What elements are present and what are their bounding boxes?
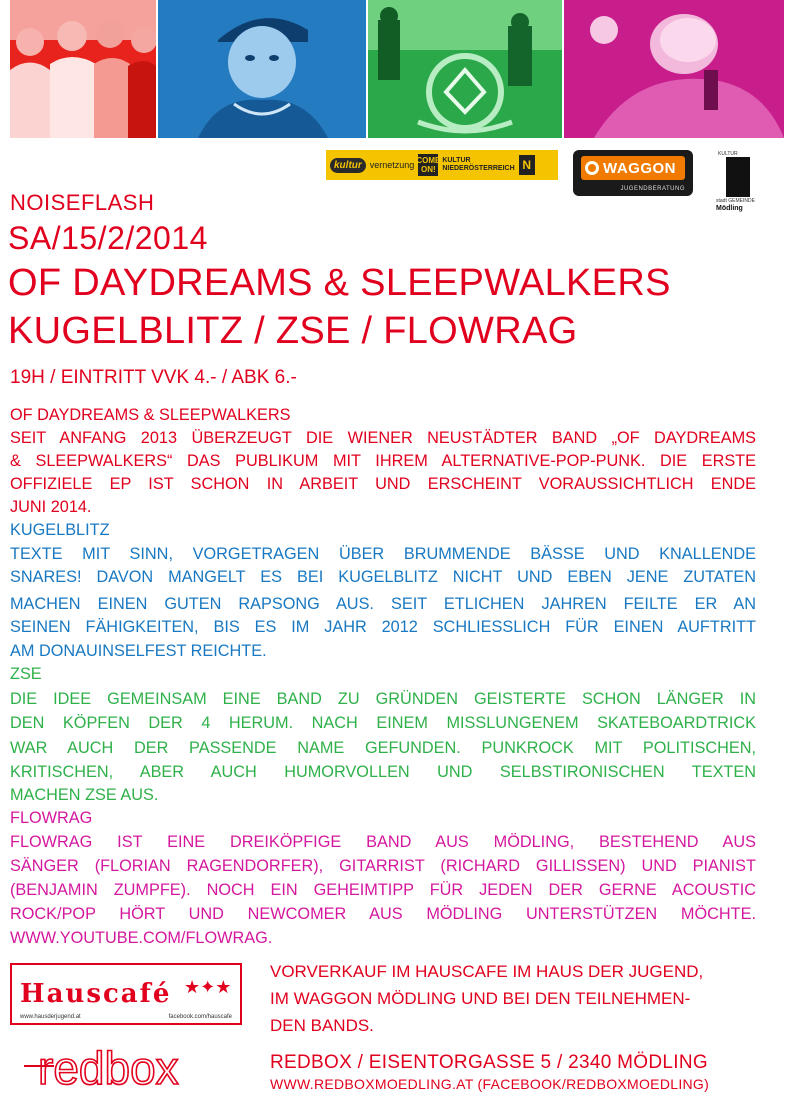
band-3-line: KRITISCHEN, ABER AUCH HUMORVOLLEN UND SELBSTIRONISCHEN TEXTEN xyxy=(10,763,756,781)
band-photo-flowrag xyxy=(564,0,784,138)
band-2-line: SNARES! DAVON MANGELT ES BEI KUGELBLITZ NICHT UND EBEN JENE ZUTATEN xyxy=(10,568,756,586)
redbox-logo xyxy=(20,1040,220,1096)
band-4-line: ROCK/POP HÖRT UND NEWCOMER AUS MÖDLING UNTERSTÜTZEN MÖCHTE. xyxy=(10,905,756,923)
coat-of-arms-icon xyxy=(726,157,750,197)
kultur-noe-text: KULTUR NIEDERÖSTERREICH xyxy=(442,157,515,172)
kultur-niederoesterreich-logo xyxy=(326,150,558,180)
stadtgemeinde-moedling-logo xyxy=(716,151,756,221)
band-3-line: DEN KÖPFEN DER 4 HERUM. NACH EINEM MISSLUNGENEM SKATEBOARDTRICK xyxy=(10,714,756,732)
redbox-wordmark: redbox xyxy=(38,1042,179,1094)
waggon-logo xyxy=(573,150,693,196)
band-photo-zse xyxy=(368,0,562,138)
band-photo-of-daydreams xyxy=(10,0,156,138)
hauscafe-wordmark: Hauscafé xyxy=(20,979,172,1009)
band-2-line: AM DONAUINSELFEST REICHTE. xyxy=(10,642,267,660)
waggon-ring-icon xyxy=(585,161,599,175)
band-photo-kugelblitz xyxy=(158,0,366,138)
noe-n-icon: N xyxy=(519,155,535,175)
waggon-name: WAGGON xyxy=(603,159,676,177)
hauscafe-web: www.hausderjugend.at xyxy=(20,1014,81,1020)
entry-info: 19H / EINTRITT VVK 4.- / ABK 6.- xyxy=(10,367,297,388)
hauscafe-facebook: facebook.com/hauscafe xyxy=(168,1014,232,1020)
band-4-line: SÄNGER (FLORIAN RAGENDORFER), GITARRIST (RICHARD GILLISSEN) UND PIANIST xyxy=(10,857,756,875)
presale-line: IM WAGGON MÖDLING UND BEI DEN TEILNEHMEN- xyxy=(270,989,691,1008)
kulturvernetzung-pill: kultur xyxy=(330,158,366,173)
series-title: NOISEFLASH xyxy=(10,190,155,215)
band-2-line: TEXTE MIT SINN, VORGETRAGEN ÜBER BRUMMENDE BÄSSE UND KNALLENDE xyxy=(10,545,756,563)
waggon-sub: JUGENDBERATUNG xyxy=(620,186,685,192)
venue-web[interactable]: WWW.REDBOXMOEDLING.AT (FACEBOOK/REDBOXMOEDLING) xyxy=(270,1076,710,1092)
event-date: SA/15/2/2014 xyxy=(8,220,208,256)
band-3-line: WAR AUCH DER PASSENDE NAME GEFUNDEN. PUNKROCK MIT POLITISCHEN, xyxy=(10,739,756,757)
stadt-line2: Mödling xyxy=(716,205,743,212)
band-2-line: SEINEN FÄHIGKEITEN, BIS ES IM JAHR 2012 SCHLIESSLICH FÜR EINEN AUFTRITT xyxy=(10,618,756,636)
band-1-line: OFFIZIELE EP IST SCHON IN ARBEIT UND ERSCHEINT VORAUSSICHTLICH ENDE xyxy=(10,475,756,493)
band-4-link[interactable]: WWW.YOUTUBE.COM/FLOWRAG. xyxy=(10,929,273,947)
band-2-name: KUGELBLITZ xyxy=(10,521,110,539)
presale-info xyxy=(270,958,760,1039)
band-4-line: FLOWRAG IST EINE DREIKÖPFIGE BAND AUS MÖDLING, BESTEHEND AUS xyxy=(10,833,756,851)
headline-band-1: OF DAYDREAMS & SLEEPWALKERS xyxy=(8,262,671,304)
headline-band-2: KUGELBLITZ / ZSE / FLOWRAG xyxy=(8,310,578,352)
band-1-line: & SLEEPWALKERS“ DAS PUBLIKUM MIT IHREM ALTERNATIVE-POP-PUNK. DIE ERSTE xyxy=(10,452,756,470)
stadt-top-text: KULTUR xyxy=(718,151,738,157)
band-1-line: JUNI 2014. xyxy=(10,498,92,516)
band-4-name: FLOWRAG xyxy=(10,809,93,827)
band-1-line: SEIT ANFANG 2013 ÜBERZEUGT DIE WIENER NEUSTÄDTER BAND „OF DAYDREAMS xyxy=(10,429,756,447)
band-3-name: ZSE xyxy=(10,665,42,683)
venue-address: REDBOX / EISENTORGASSE 5 / 2340 MÖDLING xyxy=(270,1052,708,1073)
kulturvernetzung-suffix: vernetzung xyxy=(369,160,415,170)
come-on-badge: COME ON! xyxy=(416,156,441,174)
band-3-line: DIE IDEE GEMEINSAM EINE BAND ZU GRÜNDEN GEISTERTE SCHON LÄNGER IN xyxy=(10,690,756,708)
band-1-name: OF DAYDREAMS & SLEEPWALKERS xyxy=(10,406,291,424)
presale-line: DEN BANDS. xyxy=(270,1016,374,1035)
band-4-line: (BENJAMIN ZUMPFE). NOCH EIN GEHEIMTIPP FÜR JEDEN DER GERNE ACOUSTIC xyxy=(10,881,756,899)
stadt-line1: stadt GEMEINDE xyxy=(716,198,755,204)
hauscafe-logo xyxy=(10,963,242,1025)
presale-line: VORVERKAUF IM HAUSCAFE IM HAUS DER JUGEND, xyxy=(270,962,704,981)
band-3-line: MACHEN ZSE AUS. xyxy=(10,786,159,804)
stars-icon: ★✦★ xyxy=(184,977,232,997)
band-2-line: MACHEN EINEN GUTEN RAPSONG AUS. SEIT ETLICHEN JAHREN FEILTE ER AN xyxy=(10,595,756,613)
